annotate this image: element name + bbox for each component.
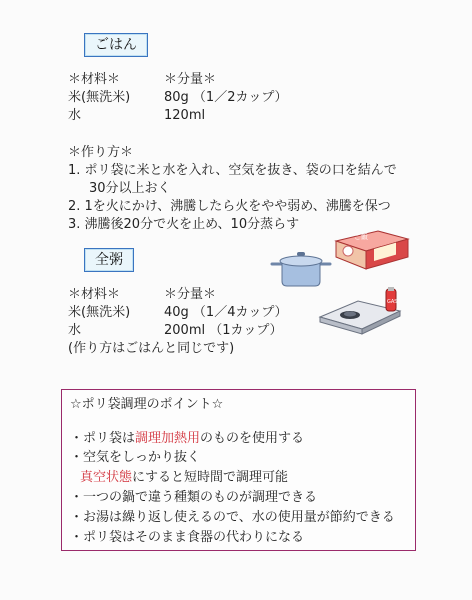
points-title: ☆ポリ袋調理のポイント☆ xyxy=(70,397,224,412)
ingredient-name: 米(無洗米) xyxy=(68,305,131,320)
method-step: 30分以上おく xyxy=(89,181,171,196)
method-step: 3. 沸騰後20分で火を止め、10分蒸らす xyxy=(68,217,300,232)
method-step: 1. ポリ袋に米と水を入れ、空気を抜き、袋の口を結んで xyxy=(68,163,397,178)
gas-stove-illustration xyxy=(318,287,402,335)
amount-label: ＊分量＊ xyxy=(164,72,217,87)
ingredient-name: 米(無洗米) xyxy=(68,90,131,105)
method-note: (作り方はごはんと同じです) xyxy=(68,341,235,356)
materials-label: ＊材料＊ xyxy=(68,287,121,302)
rice-box-illustration xyxy=(332,225,412,271)
ingredient-amount: 200ml （1カップ） xyxy=(164,323,283,338)
point-line: ・お湯は繰り返し使えるので、水の使用量が節約できる xyxy=(70,510,395,525)
method-step: 2. 1を火にかけ、沸騰したら火をやや弱め、沸騰を保つ xyxy=(68,199,391,214)
rice-box-label: ご飯 xyxy=(354,233,368,241)
ingredient-name: 水 xyxy=(68,108,82,123)
point-line: 真空状態にすると短時間で調理可能 xyxy=(80,470,289,485)
point-line: ・一つの鍋で違う種類のものが調理できる xyxy=(70,490,318,505)
section-heading-gohan: ごはん xyxy=(84,33,148,57)
materials-label: ＊材料＊ xyxy=(68,72,121,87)
pot-illustration xyxy=(270,249,332,289)
method-label: ＊作り方＊ xyxy=(68,145,134,160)
section-heading-zengayu: 全粥 xyxy=(84,248,134,272)
ingredient-amount: 120ml xyxy=(164,108,206,123)
ingredient-amount: 80g （1／2カップ） xyxy=(164,90,288,105)
gas-can-label: GAS xyxy=(387,299,398,305)
point-line: ・空気をしっかり抜く xyxy=(70,450,201,465)
ingredient-name: 水 xyxy=(68,323,82,338)
point-line: ・ポリ袋はそのまま食器の代わりになる xyxy=(70,530,305,545)
amount-label: ＊分量＊ xyxy=(164,287,217,302)
point-line: ・ポリ袋は調理加熱用のものを使用する xyxy=(70,431,305,446)
points-box xyxy=(61,389,416,551)
ingredient-amount: 40g （1／4カップ） xyxy=(164,305,288,320)
